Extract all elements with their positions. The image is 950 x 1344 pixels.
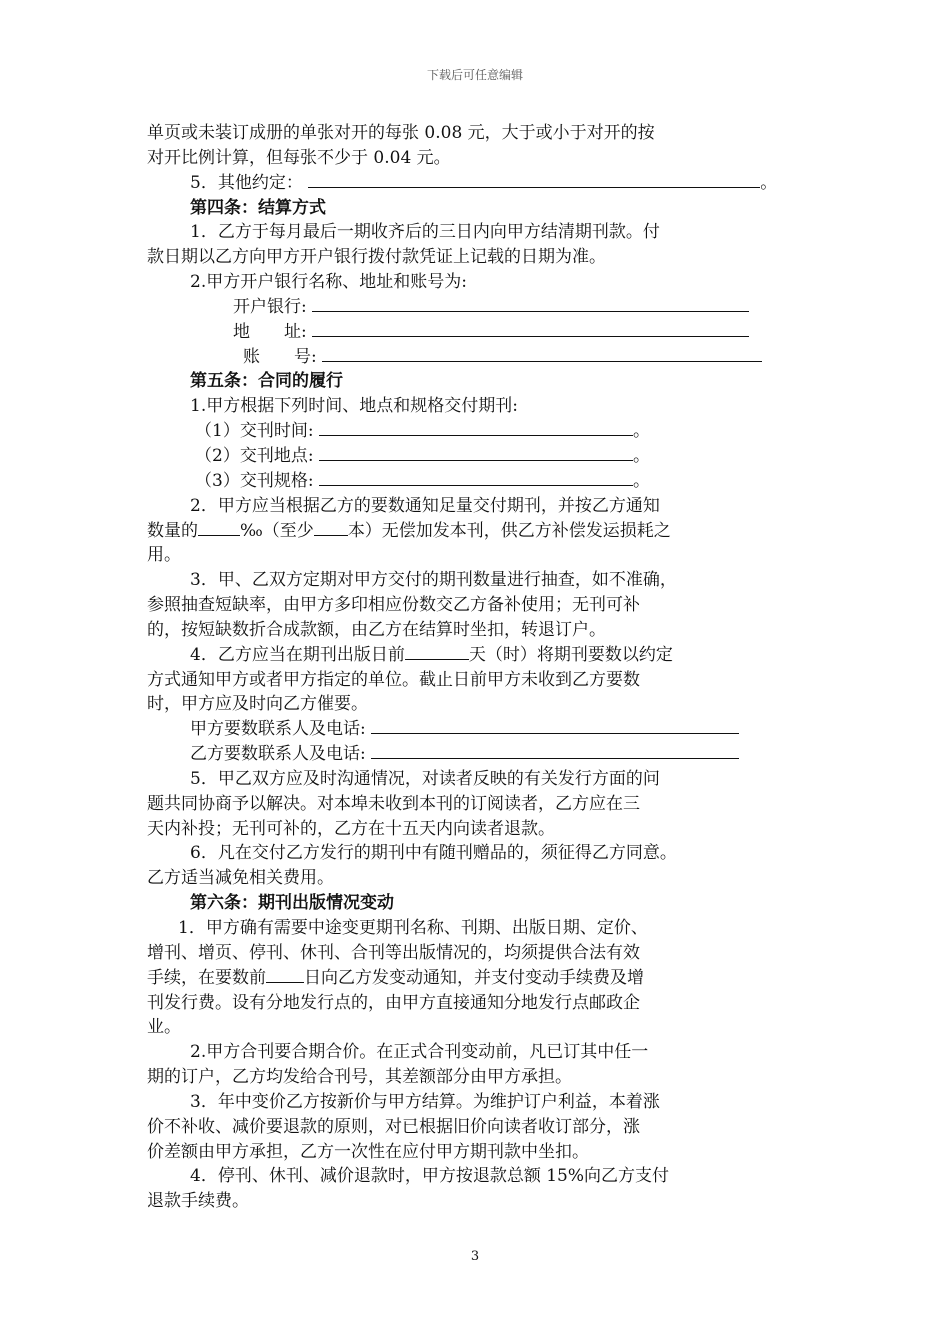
field-label: 开户银行: <box>233 296 307 317</box>
field-label: （2）交刊地点: <box>195 445 314 466</box>
text-line: 参照抽查短缺率，由甲方多印相应份数交乙方备补使用；无刊可补 <box>147 595 640 616</box>
text-line: 期的订户，乙方均发给合刊号，其差额部分由甲方承担。 <box>147 1067 572 1088</box>
delivery-time-line <box>147 419 813 444</box>
text-line: 对开比例计算，但每张不少于 0.04 元。 <box>147 147 451 168</box>
text-line-with-blanks <box>147 966 813 991</box>
bank-name-blank[interactable] <box>312 297 749 312</box>
text-line: 3．甲、乙双方定期对甲方交付的期刊数量进行抽查，如不准确， <box>190 570 677 591</box>
min-copies-blank[interactable] <box>314 521 348 536</box>
text-line: 业。 <box>147 1017 181 1038</box>
text-fragment: 数量的 <box>147 520 198 541</box>
text-line: 1.甲方根据下列时间、地点和规格交付期刊: <box>190 396 518 417</box>
text-line: 4．停刊、休刊、减价退款时，甲方按退款总额 15%向乙方支付 <box>190 1166 670 1187</box>
text-line: 单页或未装订成册的单张对开的每张 0.08 元，大于或小于对开的按 <box>147 123 655 143</box>
contract-body <box>147 121 813 1214</box>
punctuation: 。 <box>632 421 650 442</box>
party-a-contact-blank[interactable] <box>371 719 739 734</box>
text-fragment: 手续，在要数前 <box>147 967 266 988</box>
page-header-note: 下载后可任意编辑 <box>426 68 523 82</box>
text-line: 价差额由甲方承担，乙方一次性在应付甲方期刊款中坐扣。 <box>147 1141 589 1162</box>
text-line: 用。 <box>147 545 181 566</box>
field-label: 乙方要数联系人及电话: <box>190 744 366 765</box>
text-line: 退款手续费。 <box>147 1191 249 1212</box>
text-line: 1．甲方确有需要中途变更期刊名称、刊期、出版日期、定价、 <box>178 918 648 938</box>
delivery-time-blank[interactable] <box>319 421 633 436</box>
text-line: 价不补收、减价要退款的原则，对已根据旧价向读者收订部分，涨 <box>147 1116 640 1137</box>
delivery-place-blank[interactable] <box>319 446 633 461</box>
text-line: 天内补投；无刊可补的，乙方在十五天内向读者退款。 <box>147 818 555 839</box>
field-label: 地 址: <box>233 321 307 342</box>
punctuation: 。 <box>632 445 650 466</box>
text-fragment: 4．乙方应当在期刊出版日前 <box>190 644 405 665</box>
text-line: 题共同协商予以解决。对本埠未收到本刊的订阅读者，乙方应在三 <box>147 793 640 814</box>
other-terms-line <box>147 171 813 196</box>
text-line: 6．凡在交付乙方发行的期刊中有随刊赠品的，须征得乙方同意。 <box>190 843 677 864</box>
punctuation: 。 <box>760 172 778 193</box>
fill-in-blank[interactable] <box>308 173 760 188</box>
bank-address-blank[interactable] <box>312 322 749 337</box>
field-label: 甲方要数联系人及电话: <box>190 719 366 740</box>
text-line: 2.甲方开户银行名称、地址和账号为: <box>190 272 467 293</box>
notice-days-blank[interactable] <box>266 968 304 983</box>
text-line: 的，按短缺数折合成款额，由乙方在结算时坐扣，转退订户。 <box>147 619 606 640</box>
section-heading-article-5: 第五条：合同的履行 <box>190 371 343 392</box>
field-label: （3）交刊规格: <box>195 470 314 491</box>
text-line: 2.甲方合刊要合期合价。在正式合刊变动前，凡已订其中任一 <box>190 1042 649 1063</box>
text-fragment: 本）无偿加发本刊，供乙方补偿发运损耗之 <box>347 520 671 541</box>
text-line-with-blanks <box>147 519 813 544</box>
text-line: 3．年中变价乙方按新价与甲方结算。为维护订户利益，本着涨 <box>190 1091 660 1112</box>
text-line: 款日期以乙方向甲方开户银行拨付款凭证上记载的日期为准。 <box>147 247 606 268</box>
delivery-spec-line <box>147 469 813 494</box>
bank-name-line <box>147 295 813 320</box>
text-fragment: ‰（至少 <box>240 520 314 541</box>
bank-account-line <box>147 345 813 370</box>
text-line: 5．甲乙双方应及时沟通情况，对读者反映的有关发行方面的问 <box>190 768 660 789</box>
text-fragment: 天（时）将期刊要数以约定 <box>468 644 673 665</box>
text-line: 2．甲方应当根据乙方的要数通知足量交付期刊，并按乙方通知 <box>190 495 660 516</box>
text-line: 方式通知甲方或者甲方指定的单位。截止日前甲方未收到乙方要数 <box>147 669 640 690</box>
field-label: （1）交刊时间: <box>195 421 314 442</box>
text-line: 1．乙方于每月最后一期收齐后的三日内向甲方结清期刊款。付 <box>190 222 660 243</box>
party-a-contact-line <box>147 717 813 742</box>
text-line: 时，甲方应及时向乙方催要。 <box>147 694 368 715</box>
permille-blank[interactable] <box>198 521 240 536</box>
field-label: 账 号: <box>243 346 317 367</box>
section-heading-article-6: 第六条：期刊出版情况变动 <box>190 893 394 914</box>
text-line: 乙方适当减免相关费用。 <box>147 868 334 889</box>
delivery-spec-blank[interactable] <box>319 471 633 486</box>
text-line-with-blanks <box>147 643 813 668</box>
days-blank[interactable] <box>405 645 469 660</box>
bank-account-blank[interactable] <box>322 347 762 362</box>
bank-address-line <box>147 320 813 345</box>
delivery-place-line <box>147 444 813 469</box>
party-b-contact-line <box>147 742 813 767</box>
text-line: 增刊、增页、停刊、休刊、合刊等出版情况的，均须提供合法有效 <box>147 942 640 963</box>
party-b-contact-blank[interactable] <box>371 744 739 759</box>
text-fragment: 日向乙方发变动通知，并支付变动手续费及增 <box>304 967 644 988</box>
text-line: 刊发行费。设有分地发行点的，由甲方直接通知分地发行点邮政企 <box>147 992 640 1013</box>
punctuation: 。 <box>632 470 650 491</box>
field-label: 5．其他约定： <box>190 172 303 193</box>
section-heading-article-4: 第四条：结算方式 <box>190 197 326 218</box>
page-number: 3 <box>470 1249 480 1264</box>
